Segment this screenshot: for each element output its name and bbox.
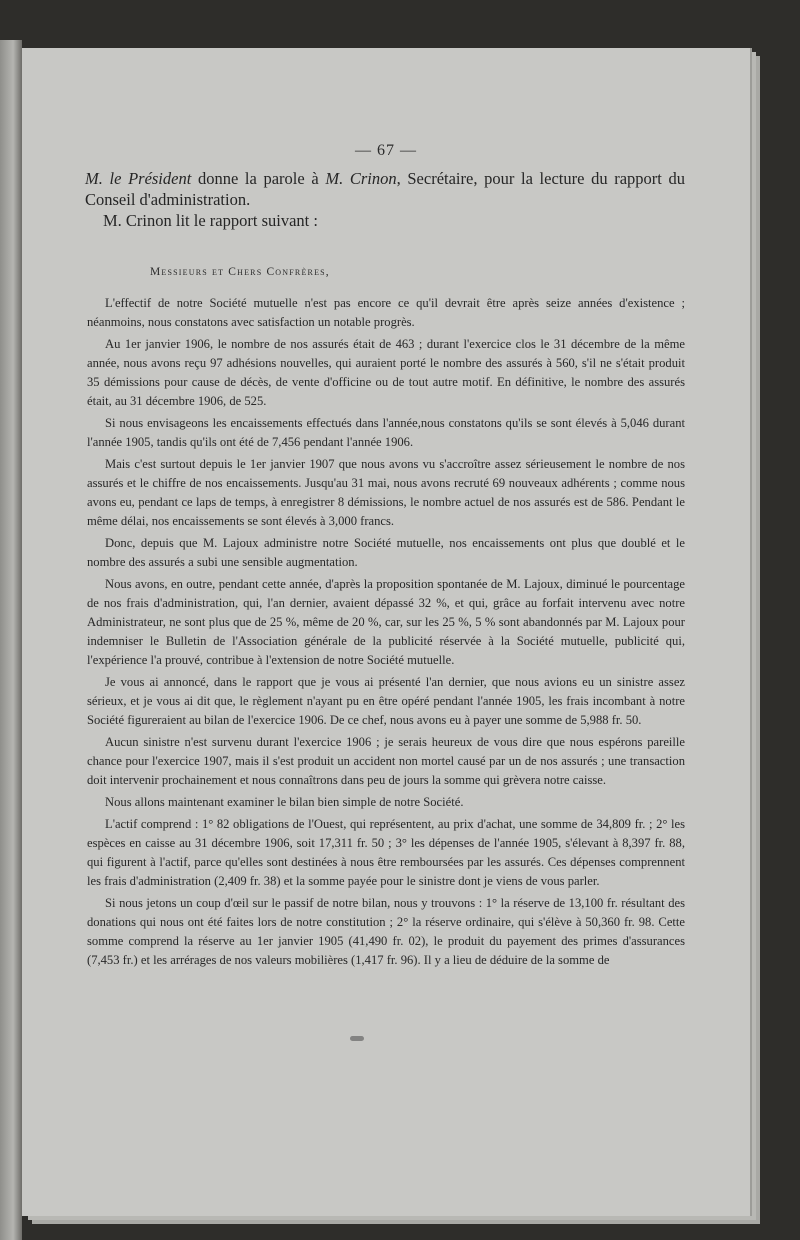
paragraph: Si nous envisageons les encaissements effectués dans l'année,nous constatons qu'ils se sont élevés à 5,046 durant l'année 1905, tandis qu'ils ont été de 7,456 pendant l'année 1906. — [87, 416, 685, 449]
intro-text-a: donne la parole à — [191, 169, 326, 188]
intro-text-b: , Secrétaire, pour la lecture du rapport du Conseil d'administration. — [85, 169, 686, 209]
paragraph: Nous avons, en outre, pendant cette année, d'après la proposition spontanée de M. Lajoux, diminué le pourcentage de nos frais d'administration, qui, l'an dernier, avaient dépassé 32 %, et qui, grâce au forfait intervenu avec notre Administrateur, ne sont plus que de 25 %, même de 20 %, car, sur les 25 %, 5 % sont abandonnés par M. Lajoux pour indemniser le Bulletin de l'Association générale de la publicité réservée à la Société mutuelle, publicité qui, l'expérience l'a prouvé, contribue à l'extension de notre Société mutuelle. — [87, 577, 685, 667]
paragraph: Donc, depuis que M. Lajoux administre notre Société mutuelle, nos encaissements ont plus que doublé et le nombre des assurés a subi une sensible augmentation. — [87, 536, 685, 569]
report-body — [87, 294, 685, 973]
paragraph: Mais c'est surtout depuis le 1er janvier 1907 que nous avons vu s'accroître assez sérieusement le nombre de nos assurés et le chiffre de nos encaissements. Jusqu'au 31 mai, nous avons recruté 69 nouveaux adhérents ; comme nous avons eu, pendant ce laps de temps, à enregistrer 8 démissions, le nombre actuel de nos assurés est de 586. Pendant le même délai, nos encaissements se sont élevés à 3,000 francs. — [87, 457, 685, 528]
president-name: M. le Président — [85, 169, 192, 188]
ink-mark — [350, 1036, 364, 1041]
book-left-edge — [0, 40, 22, 1240]
paragraph: Au 1er janvier 1906, le nombre de nos assurés était de 463 ; durant l'exercice clos le 31 décembre de la même année, nous avons reçu 97 adhésions nouvelles, qui auraient porté le nombre des assurés à 560, s'il ne s'était produit 35 démissions pour cause de décès, de vente d'officine ou de tout autre motif. En définitive, le nombre des assurés était, au 31 décembre 1906, de 525. — [87, 337, 685, 408]
paragraph: Je vous ai annoncé, dans le rapport que je vous ai présenté l'an dernier, que nous avions eu un sinistre assez sérieux, et je vous ai dit que, le règlement n'ayant pu en être opéré pendant l'année 1905, les frais incombant à notre Société figureraient au bilan de l'exercice 1906. De ce chef, nous avons eu à payer une somme de 5,988 fr. 50. — [87, 675, 685, 727]
salutation: Messieurs et Chers Confrères, — [150, 266, 330, 278]
paragraph: L'effectif de notre Société mutuelle n'est pas encore ce qu'il devrait être après seize années d'existence ; néanmoins, nous constatons avec satisfaction un notable progrès. — [87, 296, 685, 329]
book-page — [22, 48, 750, 1216]
intro-block — [85, 168, 685, 231]
crinon-name: M. Crinon — [325, 169, 397, 188]
intro-line-2: M. Crinon lit le rapport suivant : — [103, 211, 318, 230]
paragraph: Nous allons maintenant examiner le bilan bien simple de notre Société. — [105, 795, 464, 810]
paragraph: Aucun sinistre n'est survenu durant l'exercice 1906 ; je serais heureux de vous dire que nous espérons pareille chance pour l'exercice 1907, mais il s'est produit un accident non mortel causé par un de nos assurés ; une transaction doit intervenir prochainement et nous connaîtrons dans peu de jours la somme qui grèvera notre caisse. — [87, 735, 685, 787]
paragraph: Si nous jetons un coup d'œil sur le passif de notre bilan, nous y trouvons : 1° la réserve de 13,100 fr. résultant des donations qui nous ont été faites lors de notre constitution ; 2° la réserve ordinaire, qui s'élève à 50,360 fr. 98. Cette somme comprend la réserve au 1er janvier 1905 (41,490 fr. 02), le produit du payement des primes d'assurances (7,453 fr.) et les arrérages de nos valeurs mobilières (1,417 fr. 96). Il y a lieu de déduire de la somme de — [87, 896, 685, 967]
intro-line-1 — [85, 168, 685, 210]
page-number: — 67 — — [355, 142, 417, 159]
paragraph: L'actif comprend : 1° 82 obligations de l'Ouest, qui représentent, au prix d'achat, une somme de 34,809 fr. ; 2° les espèces en caisse au 31 décembre 1906, soit 17,311 fr. 50 ; 3° les dépenses de l'année 1905, s'élevant à 8,397 fr. 88, qui figurent à l'actif, parce qu'elles sont destinées à nous être remboursées par les assurés. Ces dépenses comprennent les frais d'administration (2,409 fr. 38) et la somme payée pour le sinistre dont je viens de vous parler. — [87, 817, 685, 888]
